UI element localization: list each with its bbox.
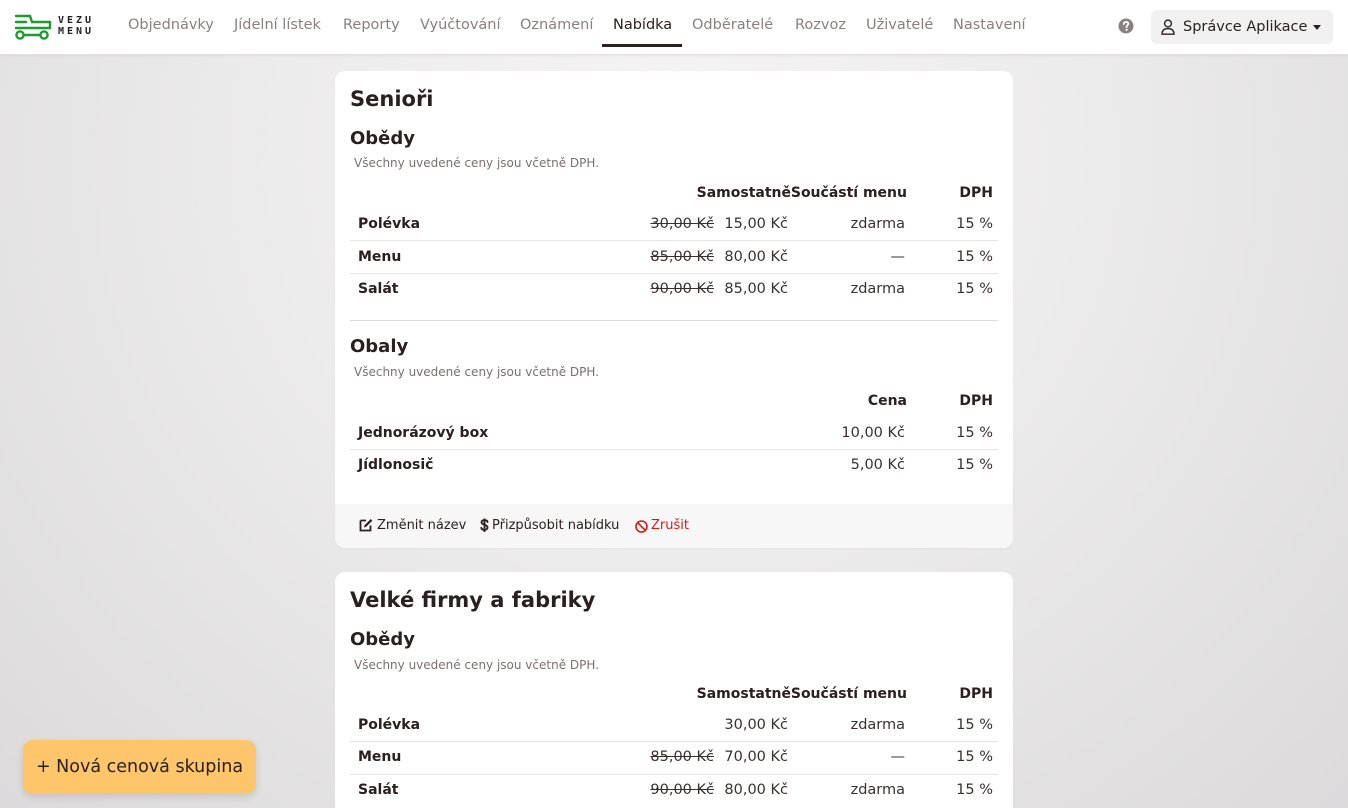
col-header-in-menu: Součástí menu [790, 686, 907, 702]
nav-vyuctovani[interactable]: Vyúčtování [420, 17, 501, 33]
section-divider [350, 320, 998, 321]
item-name: Polévka [358, 216, 421, 232]
in-menu-price: zdarma [850, 216, 905, 232]
nav-uzivatele[interactable]: Uživatelé [866, 17, 934, 33]
price: 5,00 Kč [850, 457, 905, 473]
nav-rozvoz[interactable]: Rozvoz [795, 17, 846, 33]
price-group-card [335, 572, 1013, 808]
brand-wordmark [58, 15, 94, 37]
item-name: Jídlonosič [358, 457, 434, 473]
vezu-menu-logo[interactable] [14, 13, 98, 41]
col-header-vat: DPH [959, 185, 993, 201]
edit-icon [359, 518, 373, 532]
chevron-down-icon [1313, 25, 1321, 30]
dollar-icon [480, 518, 489, 533]
row-divider [350, 240, 998, 241]
vat-rate: 15 % [956, 717, 993, 733]
price-group-card [335, 71, 1013, 548]
col-header-in-menu: Součástí menu [790, 185, 907, 201]
old-price: 30,00 Kč [650, 216, 714, 232]
group-title: Senioři [350, 87, 434, 111]
user-menu-button[interactable] [1151, 10, 1333, 44]
user-name-label: Správce Aplikace [1183, 19, 1308, 35]
price: 85,00 Kč [724, 281, 788, 297]
price: 15,00 Kč [724, 216, 788, 232]
item-name: Salát [358, 281, 399, 297]
old-price: 90,00 Kč [650, 281, 714, 297]
group-actions-bar [335, 504, 1013, 548]
col-header-vat: DPH [959, 686, 993, 702]
in-menu-price: — [890, 749, 905, 765]
old-price: 85,00 Kč [650, 749, 714, 765]
group-title: Velké firmy a fabriky [350, 588, 596, 612]
vat-rate: 15 % [956, 425, 993, 441]
customize-offer-label: Přizpůsobit nabídku [492, 518, 620, 533]
old-price: 85,00 Kč [650, 249, 714, 265]
user-icon [1161, 19, 1175, 35]
item-name: Salát [358, 782, 399, 798]
in-menu-price: zdarma [850, 782, 905, 798]
price: 10,00 Kč [841, 425, 905, 441]
old-price: 90,00 Kč [650, 782, 714, 798]
vat-rate: 15 % [956, 782, 993, 798]
section-title: Obědy [350, 629, 416, 650]
col-header-price: Cena [867, 393, 907, 409]
col-header-standalone: Samostatně [696, 185, 791, 201]
nav-jidelni-listek[interactable]: Jídelní lístek [234, 17, 321, 33]
active-tab-indicator [602, 44, 682, 47]
vat-rate: 15 % [956, 216, 993, 232]
nav-oznameni[interactable]: Oznámení [520, 17, 594, 33]
row-divider [350, 741, 998, 742]
nav-reporty[interactable]: Reporty [343, 17, 400, 33]
vat-note: Všechny uvedené ceny jsou včetně DPH. [354, 658, 600, 672]
in-menu-price: — [890, 249, 905, 265]
vat-note: Všechny uvedené ceny jsou včetně DPH. [354, 156, 600, 170]
brand-line-1: VEZU [58, 15, 95, 26]
row-divider [350, 774, 998, 775]
add-price-group-button[interactable]: + Nová cenová skupina [23, 740, 256, 794]
vat-rate: 15 % [956, 281, 993, 297]
row-divider [350, 273, 998, 274]
nav-odberatele[interactable]: Odběratelé [692, 17, 774, 33]
col-header-standalone: Samostatně [696, 686, 791, 702]
nav-nabidka[interactable]: Nabídka [613, 17, 673, 33]
price: 30,00 Kč [724, 717, 788, 733]
section-title: Obaly [350, 336, 409, 357]
col-header-vat: DPH [959, 393, 993, 409]
ban-icon [635, 520, 648, 533]
nav-objednavky[interactable]: Objednávky [128, 17, 214, 33]
section-title: Obědy [350, 128, 416, 149]
brand-line-2: MENU [58, 26, 95, 37]
vat-rate: 15 % [956, 249, 993, 265]
question-circle-icon[interactable] [1118, 18, 1134, 34]
item-name: Polévka [358, 717, 421, 733]
item-name: Menu [358, 749, 402, 765]
price: 80,00 Kč [724, 782, 788, 798]
rename-group-label: Změnit název [377, 518, 467, 533]
cancel-group-label: Zrušit [651, 518, 689, 533]
nav-nastaveni[interactable]: Nastavení [953, 17, 1026, 33]
row-divider [350, 449, 998, 450]
item-name: Menu [358, 249, 402, 265]
price: 70,00 Kč [724, 749, 788, 765]
in-menu-price: zdarma [850, 281, 905, 297]
truck-logo-icon [14, 13, 54, 41]
price: 80,00 Kč [724, 249, 788, 265]
vat-note: Všechny uvedené ceny jsou včetně DPH. [354, 365, 600, 379]
vat-rate: 15 % [956, 457, 993, 473]
in-menu-price: zdarma [850, 717, 905, 733]
item-name: Jednorázový box [358, 425, 489, 441]
top-navbar [0, 0, 1348, 55]
vat-rate: 15 % [956, 749, 993, 765]
